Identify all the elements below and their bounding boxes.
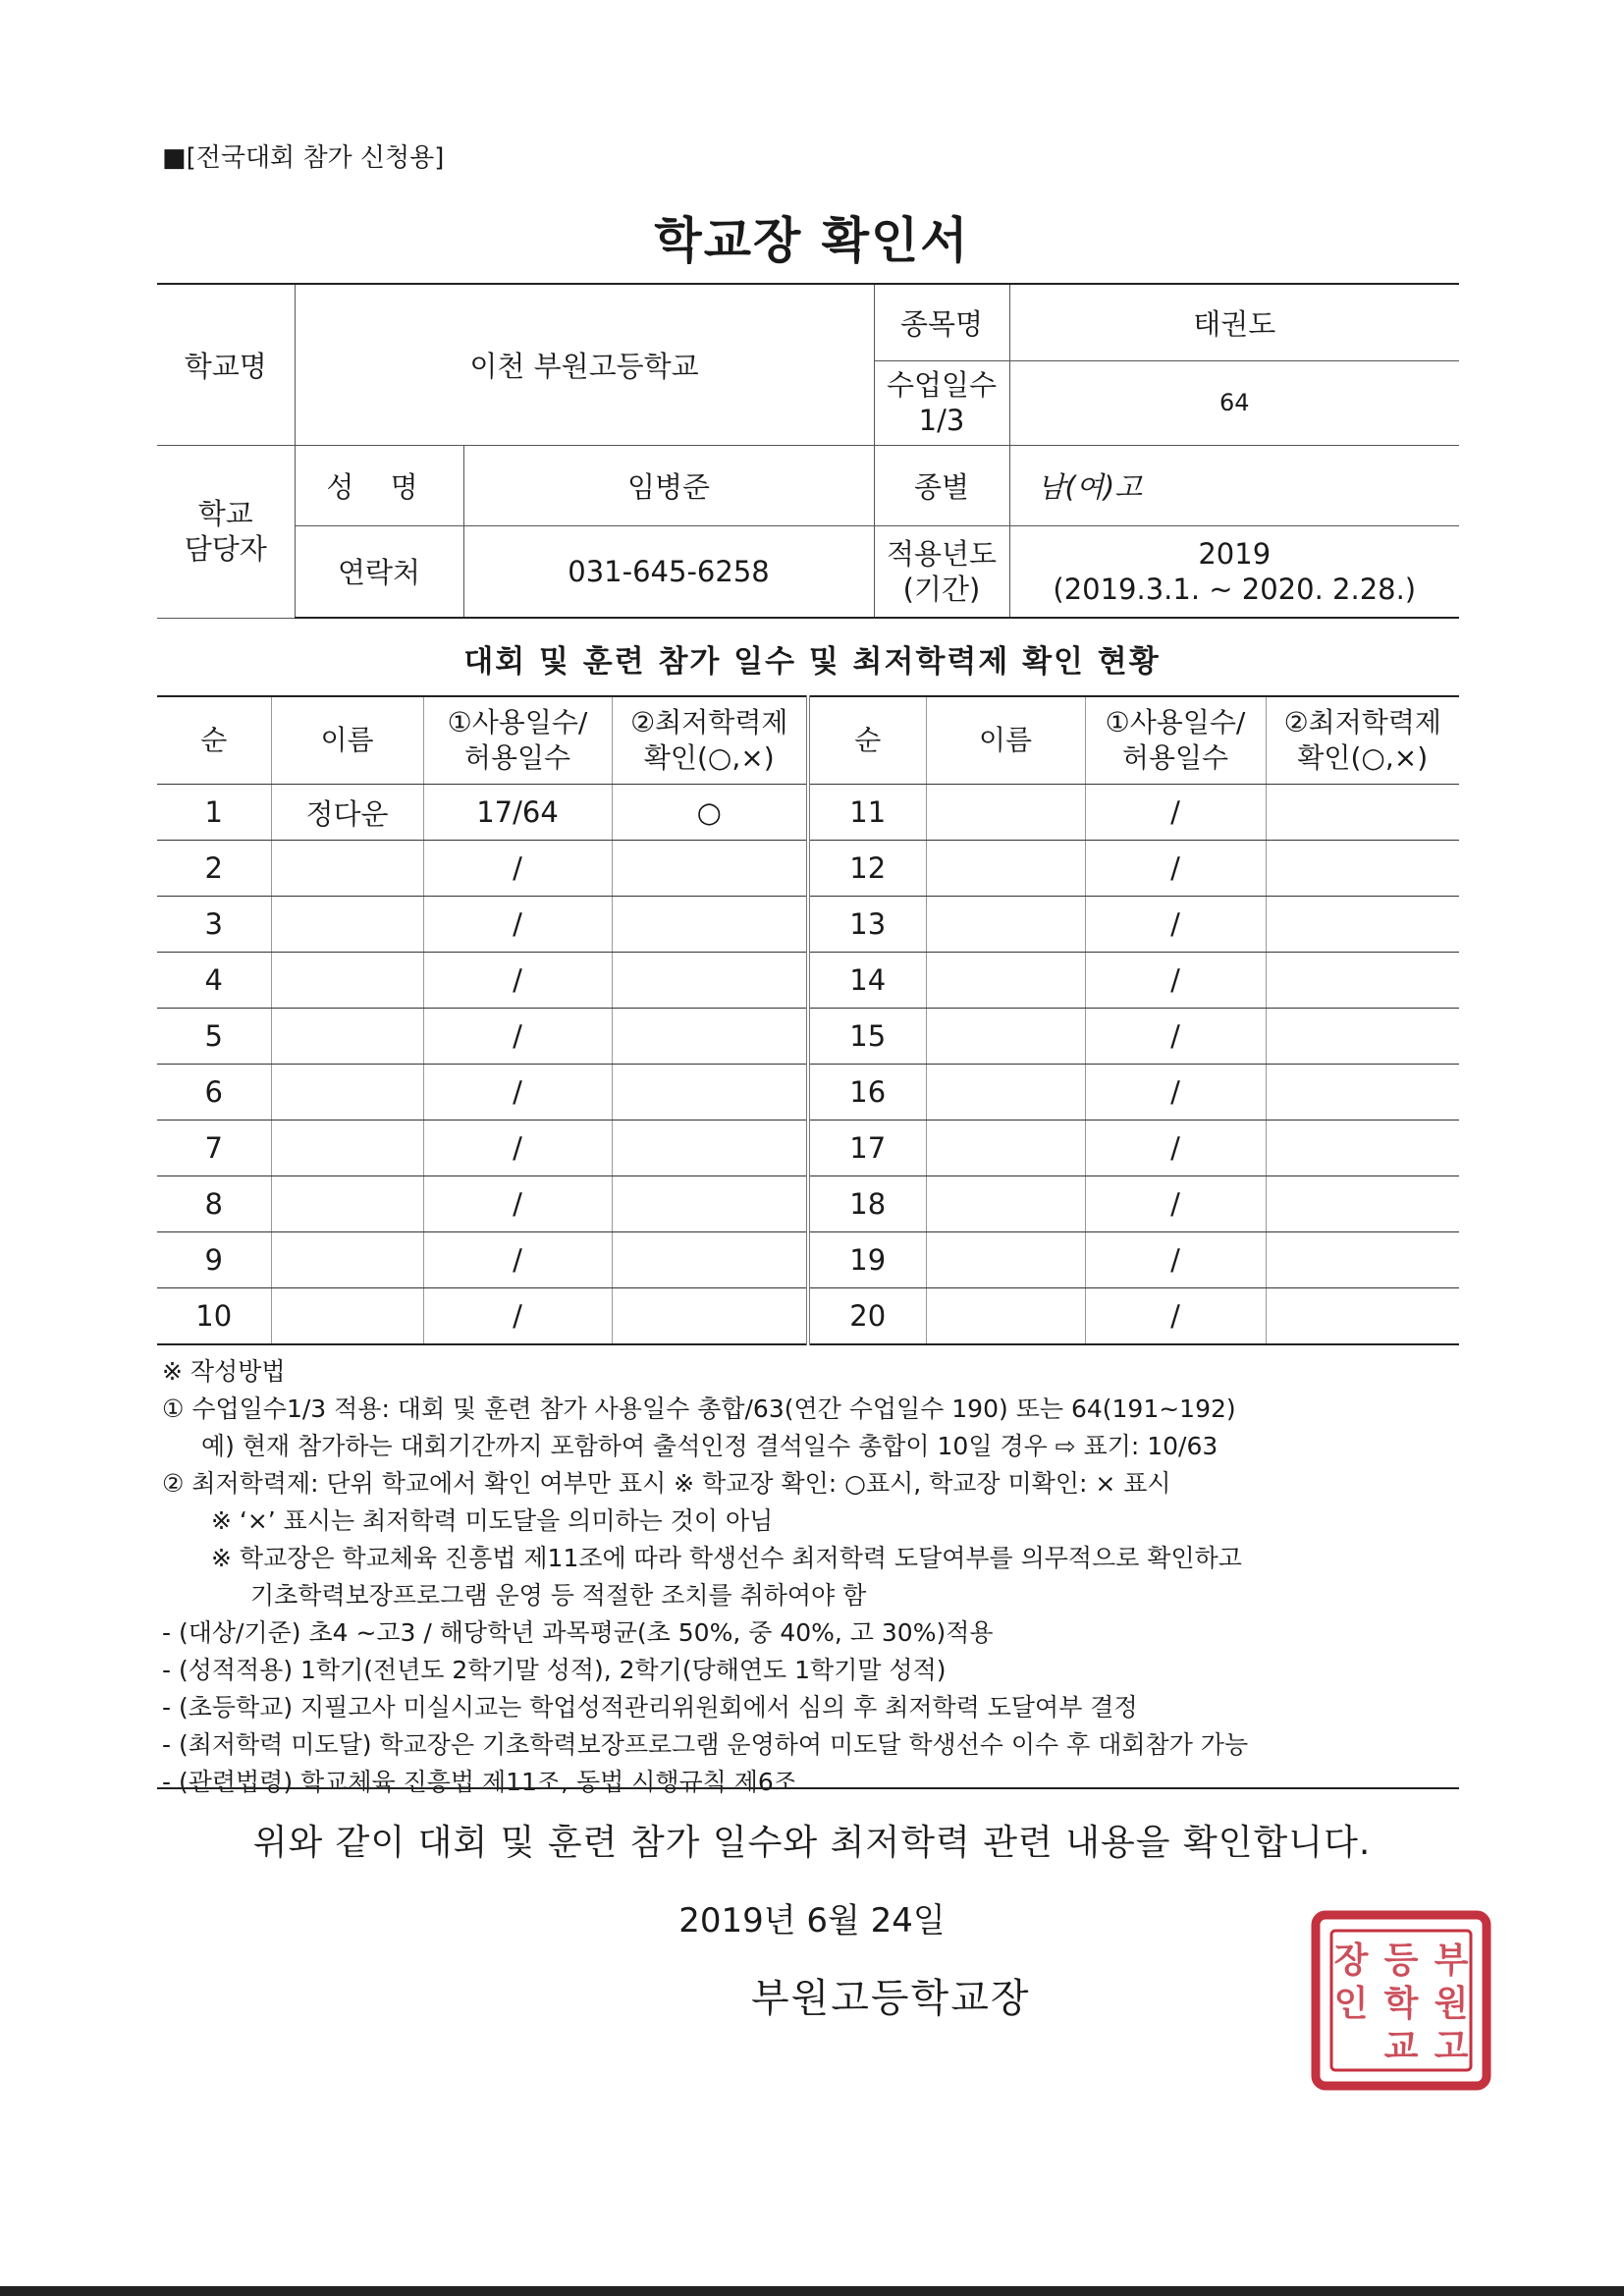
cell-check-right — [1266, 1121, 1459, 1176]
col-days-header-right — [1085, 696, 1266, 785]
apply-year-label — [874, 525, 1009, 618]
cell-name-right — [926, 897, 1085, 953]
school-days-value: 64 — [1009, 360, 1459, 445]
note-4b: 기초학력보장프로그램 운영 등 적절한 조치를 취하여야 함 — [250, 1581, 867, 1610]
issue-date: 2019년 6월 24일 — [678, 1901, 946, 1941]
note-3: ※ ‘×’ 표시는 최저학력 미도달을 의미하는 것이 아님 — [211, 1506, 774, 1535]
cell-name-right — [926, 1232, 1085, 1288]
cell-name — [271, 1065, 423, 1121]
cell-days: / — [423, 1121, 612, 1176]
cell-name — [271, 1009, 423, 1065]
col-check-header-line2: 확인(○,×) — [643, 741, 775, 774]
cell-days-right: / — [1085, 1232, 1266, 1288]
cell-no: 7 — [157, 1121, 271, 1176]
divider — [157, 1787, 1459, 1789]
cell-name-right — [926, 785, 1085, 841]
cell-days-right: / — [1085, 1288, 1266, 1345]
cell-check-right — [1266, 1176, 1459, 1232]
school-info-table — [157, 283, 1459, 619]
seal-glyph: 고 — [1434, 2026, 1469, 2067]
col-check-header-right-line1: ②최저학력제 — [1283, 705, 1441, 738]
seal-glyph: 교 — [1383, 2026, 1419, 2067]
cell-name-right — [926, 1121, 1085, 1176]
cell-check-right — [1266, 1232, 1459, 1288]
cell-no-right: 11 — [808, 785, 926, 841]
seal-glyph: 등 — [1383, 1940, 1419, 1981]
bullet-law: - (관련법령) 학교체육 진흥법 제11조, 동법 시행규칙 제6조 — [162, 1768, 797, 1796]
cell-name — [271, 841, 423, 897]
col-check-header — [612, 696, 808, 785]
cell-check-right — [1266, 897, 1459, 953]
cell-check-right — [1266, 1288, 1459, 1345]
cell-days-right: / — [1085, 841, 1266, 897]
cell-name — [271, 1176, 423, 1232]
cell-check-right — [1266, 785, 1459, 841]
cell-no: 6 — [157, 1065, 271, 1121]
cell-name — [271, 953, 423, 1009]
cell-no: 1 — [157, 785, 271, 841]
scan-edge — [0, 2286, 1624, 2296]
bullet-target: - (대상/기준) 초4 ~고3 / 해당학년 과목평균(초 50%, 중 40%, 고 30%)적용 — [162, 1618, 994, 1647]
cell-days-right: / — [1085, 1121, 1266, 1176]
cell-days: / — [423, 841, 612, 897]
cell-name — [271, 897, 423, 953]
principal-signature: 부원고등학교장 — [751, 1976, 1031, 2021]
bullet-elementary: - (초등학교) 지필고사 미실시교는 학업성적관리위원회에서 심의 후 최저학력 도달여부 결정 — [162, 1693, 1138, 1722]
cell-check — [612, 1288, 808, 1345]
apply-year-label-line2: (기간) — [902, 572, 981, 606]
cell-days-right: / — [1085, 1065, 1266, 1121]
note-1a: ① 수업일수1/3 적용: 대회 및 훈련 참가 사용일수 총합/63(연간 수업일수 190) 또는 64(191~192) — [162, 1394, 1236, 1423]
note-4a: ※ 학교장은 학교체육 진흥법 제11조에 따라 학생선수 최저학력 도달여부를 의무적으로 확인하고 — [211, 1544, 1242, 1572]
table-header-row — [157, 696, 1459, 785]
cell-days: / — [423, 1065, 612, 1121]
cell-check — [612, 1009, 808, 1065]
contact-value: 031-645-6258 — [463, 525, 874, 618]
school-days-label-line1: 수업일수 — [886, 367, 998, 402]
cell-check — [612, 1065, 808, 1121]
cell-no-right: 17 — [808, 1121, 926, 1176]
cell-check-right — [1266, 953, 1459, 1009]
section-title: 대회 및 훈련 참가 일수 및 최저학력제 확인 현황 — [463, 644, 1161, 680]
cell-no: 8 — [157, 1176, 271, 1232]
col-days-header-line1: ①사용일수/ — [447, 705, 588, 738]
manager-label-line2: 담당자 — [184, 532, 267, 566]
cell-days-right: / — [1085, 953, 1266, 1009]
table-row — [157, 897, 1459, 953]
cell-check — [612, 1121, 808, 1176]
cell-check: ○ — [612, 785, 808, 841]
cell-no-right: 20 — [808, 1288, 926, 1345]
cell-name-right — [926, 1288, 1085, 1345]
cell-no-right: 12 — [808, 841, 926, 897]
cell-check — [612, 841, 808, 897]
school-name-value: 이천 부원고등학교 — [295, 284, 874, 445]
table-row — [157, 1121, 1459, 1176]
form-type-label: ■[전국대회 참가 신청용] — [162, 143, 445, 173]
col-check-header-right-line2: 확인(○,×) — [1297, 741, 1429, 774]
table-row — [157, 1065, 1459, 1121]
cell-days: 17/64 — [423, 785, 612, 841]
table-row — [157, 841, 1459, 897]
apply-year: 2019 — [1198, 536, 1272, 571]
col-days-header-line2: 허용일수 — [463, 741, 571, 774]
cell-days-right: / — [1085, 1009, 1266, 1065]
school-days-label-line2: 1/3 — [918, 404, 965, 437]
cell-days: / — [423, 1232, 612, 1288]
participation-table — [157, 695, 1459, 1345]
instructions — [162, 1353, 1478, 1801]
seal-glyph: 장 — [1333, 1940, 1369, 1981]
cell-days: / — [423, 1176, 612, 1232]
cell-name: 정다운 — [271, 785, 423, 841]
cell-name-right — [926, 953, 1085, 1009]
table-row — [157, 785, 1459, 841]
document-title: 학교장 확인서 — [654, 212, 970, 269]
note-1b: 예) 현재 참가하는 대회기간까지 포함하여 출석인정 결석일수 총합이 10일 경우 ⇨ 표기: 10/63 — [201, 1432, 1218, 1460]
contact-label: 연락처 — [295, 525, 463, 618]
cell-no: 2 — [157, 841, 271, 897]
apply-period: (2019.3.1. ~ 2020. 2.28.) — [1053, 572, 1417, 606]
cell-days-right: / — [1085, 1176, 1266, 1232]
apply-year-label-line1: 적용년도 — [886, 536, 998, 571]
table-row — [157, 953, 1459, 1009]
cell-no-right: 15 — [808, 1009, 926, 1065]
type-label: 종별 — [874, 445, 1009, 525]
table-row — [157, 1232, 1459, 1288]
school-days-label — [874, 360, 1009, 445]
manager-label — [157, 445, 295, 618]
cell-no: 3 — [157, 897, 271, 953]
cell-no-right: 13 — [808, 897, 926, 953]
name-value: 임병준 — [463, 445, 874, 525]
cell-check — [612, 1176, 808, 1232]
instructions-heading: ※ 작성방법 — [162, 1357, 286, 1386]
cell-no-right: 18 — [808, 1176, 926, 1232]
cell-check-right — [1266, 841, 1459, 897]
name-label: 성 명 — [295, 445, 463, 525]
cell-days-right: / — [1085, 785, 1266, 841]
type-value: 남(여)고 — [1009, 445, 1459, 525]
col-check-header-line1: ②최저학력제 — [630, 705, 788, 738]
cell-name — [271, 1288, 423, 1345]
cell-check — [612, 897, 808, 953]
col-no-header-right: 순 — [808, 696, 926, 785]
table-row — [157, 1176, 1459, 1232]
confirmation-statement: 위와 같이 대회 및 훈련 참가 일수와 최저학력 관련 내용을 확인합니다. — [252, 1823, 1372, 1863]
cell-days: / — [423, 1288, 612, 1345]
cell-name-right — [926, 1065, 1085, 1121]
col-days-header — [423, 696, 612, 785]
cell-no-right: 14 — [808, 953, 926, 1009]
seal-glyph: 부 — [1434, 1940, 1469, 1981]
cell-check — [612, 1232, 808, 1288]
bullet-grades: - (성적적용) 1학기(전년도 2학기말 성적), 2학기(당해연도 1학기말 성적) — [162, 1656, 947, 1684]
cell-name-right — [926, 1176, 1085, 1232]
official-seal-icon — [1308, 1907, 1494, 2094]
col-name-header: 이름 — [271, 696, 423, 785]
cell-no: 4 — [157, 953, 271, 1009]
cell-no-right: 19 — [808, 1232, 926, 1288]
apply-year-value — [1009, 525, 1459, 618]
cell-no: 5 — [157, 1009, 271, 1065]
col-check-header-right — [1266, 696, 1459, 785]
cell-name — [271, 1232, 423, 1288]
cell-name-right — [926, 1009, 1085, 1065]
cell-days-right: / — [1085, 897, 1266, 953]
col-days-header-right-line2: 허용일수 — [1121, 741, 1229, 774]
note-2: ② 최저학력제: 단위 학교에서 확인 여부만 표시 ※ 학교장 확인: ○표시, 학교장 미확인: × 표시 — [162, 1469, 1171, 1498]
bullet-below-minimum: - (최저학력 미도달) 학교장은 기초학력보장프로그램 운영하여 미도달 학생선수 이수 후 대회참가 가능 — [162, 1730, 1249, 1759]
cell-check-right — [1266, 1009, 1459, 1065]
col-name-header-right: 이름 — [926, 696, 1085, 785]
cell-check-right — [1266, 1065, 1459, 1121]
col-days-header-right-line1: ①사용일수/ — [1105, 705, 1246, 738]
cell-name — [271, 1121, 423, 1176]
sport-label: 종목명 — [874, 284, 1009, 360]
cell-no-right: 16 — [808, 1065, 926, 1121]
sport-value: 태권도 — [1009, 284, 1459, 360]
seal-glyph: 인 — [1333, 1983, 1369, 2024]
cell-days: / — [423, 953, 612, 1009]
cell-check — [612, 953, 808, 1009]
table-row — [157, 1288, 1459, 1345]
cell-no: 10 — [157, 1288, 271, 1345]
school-name-label: 학교명 — [157, 284, 295, 445]
cell-days: / — [423, 1009, 612, 1065]
col-no-header: 순 — [157, 696, 271, 785]
cell-name-right — [926, 841, 1085, 897]
manager-label-line1: 학교 — [197, 496, 253, 530]
table-row — [157, 1009, 1459, 1065]
seal-glyph: 원 — [1434, 1983, 1469, 2024]
seal-glyph: 학 — [1383, 1983, 1419, 2024]
cell-no: 9 — [157, 1232, 271, 1288]
cell-days: / — [423, 897, 612, 953]
